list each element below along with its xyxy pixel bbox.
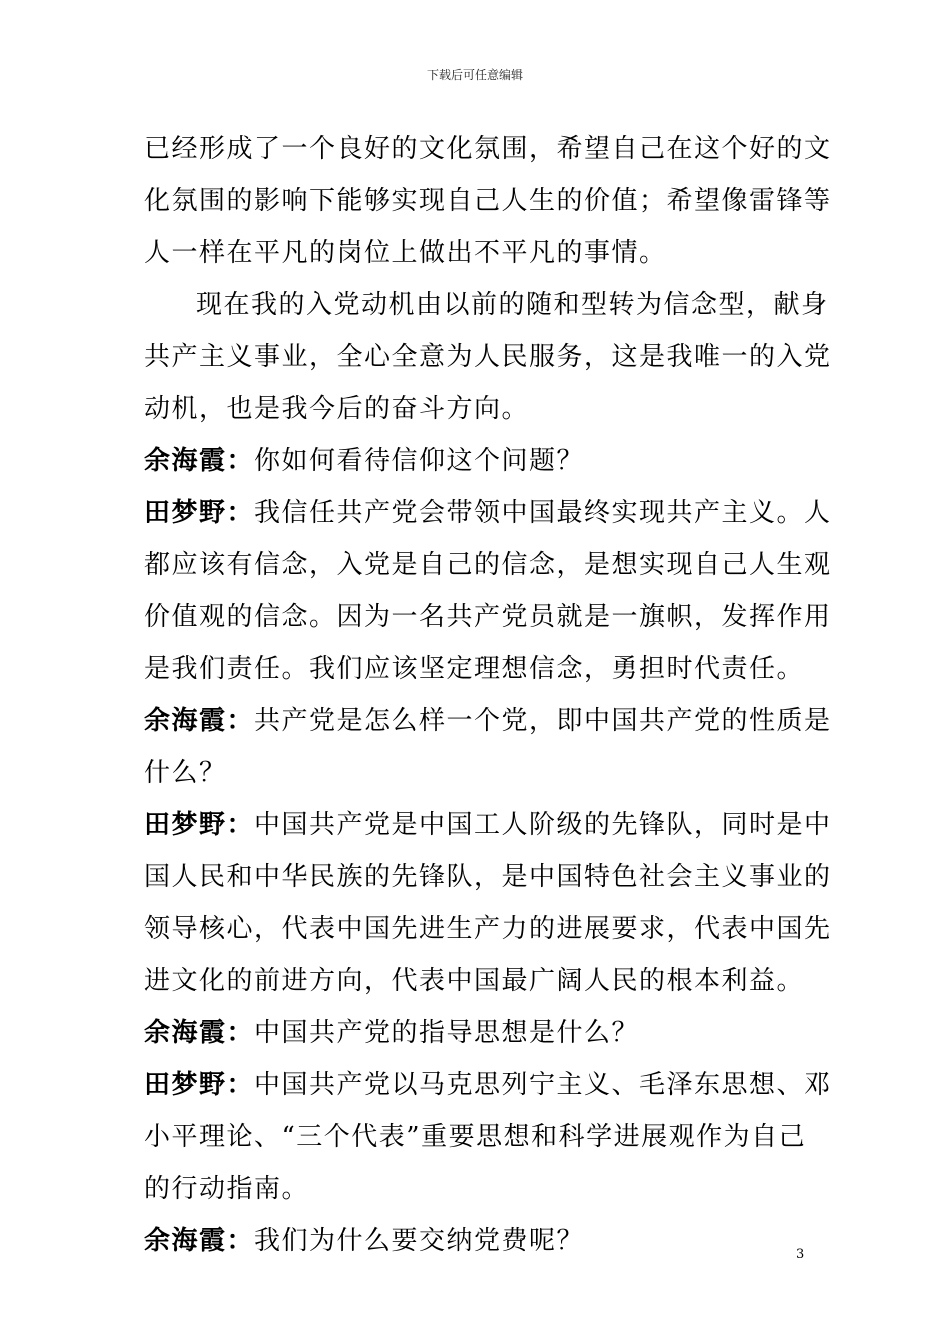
question-line [144, 695, 832, 747]
text-line [144, 539, 832, 591]
text-line [144, 591, 832, 643]
speaker-label: 田梦野： [144, 498, 255, 528]
line-text: 国人民和中华民族的先锋队，是中国特色社会主义事业的 [144, 862, 832, 892]
text-line [144, 331, 832, 383]
text-line [144, 1163, 806, 1215]
text-line [144, 175, 832, 227]
speaker-label: 余海霞： [144, 1226, 255, 1256]
line-text: 共产主义事业，全心全意为人民服务，这是我唯一的入党 [144, 342, 832, 372]
page-number: 3 [796, 1247, 805, 1262]
speaker-label: 余海霞： [144, 446, 255, 476]
line-text: 动机，也是我今后的奋斗方向。 [144, 394, 530, 424]
answer-line [144, 799, 832, 851]
line-text: 什么？ [144, 758, 227, 788]
text-line [144, 227, 806, 279]
text-line [144, 123, 832, 175]
line-text: 化氛围的影响下能够实现自己人生的价值；希望像雷锋等 [144, 186, 832, 216]
text-line [144, 1111, 806, 1163]
answer-line [144, 1059, 832, 1111]
line-text: 我信任共产党会带领中国最终实现共产主义。人 [254, 498, 832, 528]
page-header: 下载后可任意编辑 [426, 68, 523, 82]
line-text: 我们为什么要交纳党费呢？ [254, 1226, 585, 1256]
line-text: 都应该有信念，入党是自己的信念，是想实现自己人生观 [144, 550, 832, 580]
speaker-label: 余海霞： [144, 1018, 255, 1048]
text-line [144, 955, 806, 1007]
line-text: 小平理论、“三个代表”重要思想和科学进展观作为自己 [144, 1122, 807, 1152]
paragraph-start-line [144, 279, 829, 331]
line-text: 的行动指南。 [144, 1174, 310, 1204]
line-text: 进文化的前进方向，代表中国最广阔人民的根本利益。 [144, 966, 805, 996]
line-text: 人一样在平凡的岗位上做出不平凡的事情。 [144, 238, 667, 268]
text-line [144, 903, 832, 955]
question-line [144, 435, 806, 487]
line-text: 中国共产党的指导思想是什么？ [254, 1018, 640, 1048]
question-line [144, 1215, 806, 1267]
speaker-label: 田梦野： [144, 810, 255, 840]
line-text: 领导核心，代表中国先进生产力的进展要求，代表中国先 [144, 914, 832, 944]
line-text: 价值观的信念。因为一名共产党员就是一旗帜，发挥作用 [144, 602, 832, 632]
line-text: 是我们责任。我们应该坚定理想信念，勇担时代责任。 [144, 654, 805, 684]
line-text: 你如何看待信仰这个问题？ [254, 446, 585, 476]
answer-line [144, 487, 832, 539]
line-text: 共产党是怎么样一个党，即中国共产党的性质是 [254, 706, 832, 736]
speaker-label: 田梦野： [144, 1070, 255, 1100]
line-text: 已经形成了一个良好的文化氛围，希望自己在这个好的文 [144, 134, 832, 164]
line-text: 现在我的入党动机由以前的随和型转为信念型，献身 [196, 290, 829, 320]
document-body [144, 123, 832, 1267]
question-line [144, 1007, 806, 1059]
text-line [144, 383, 806, 435]
line-text: 中国共产党以马克思列宁主义、毛泽东思想、邓 [254, 1070, 832, 1100]
text-line [144, 851, 832, 903]
text-line [144, 747, 806, 799]
line-text: 中国共产党是中国工人阶级的先锋队，同时是中 [254, 810, 832, 840]
text-line [144, 643, 806, 695]
speaker-label: 余海霞： [144, 706, 255, 736]
